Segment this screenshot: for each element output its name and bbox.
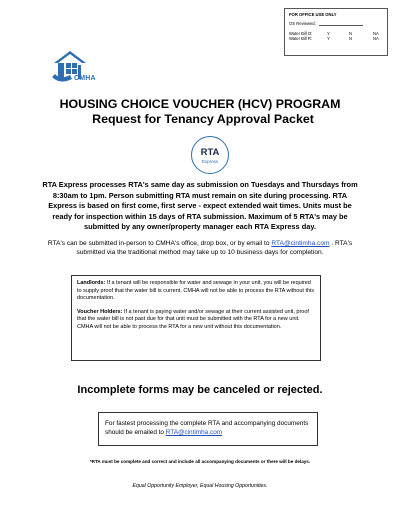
water-bill-o-label: Water Bill O: bbox=[289, 30, 313, 36]
voucher-holders-note bbox=[77, 309, 315, 332]
fastest-processing-text: For fastest processing the complete RTA and accompanying documents should be emailed to bbox=[105, 420, 309, 437]
landlords-text: If a tenant will be responsible for water and sewage in your unit, you will be required to supply proof that the water bill is current. CMHA will not be able to process the RTA without this documentation. bbox=[77, 280, 315, 302]
packet-title: Request for Tenancy Approval Packet bbox=[92, 112, 314, 126]
water-bill-r-n: N bbox=[349, 36, 353, 42]
os-reviewed-line bbox=[319, 21, 363, 26]
os-reviewed-label: OS Reviewed: bbox=[289, 21, 316, 27]
program-title: HOUSING CHOICE VOUCHER (HCV) PROGRAM bbox=[59, 97, 341, 111]
equal-opportunity-footer: Equal Opportunity Employer, Equal Housing Opportunities. bbox=[132, 483, 268, 489]
water-bill-r-label: Water Bill R: bbox=[289, 36, 313, 42]
rta-express-badge bbox=[191, 136, 229, 174]
landlords-note bbox=[77, 280, 315, 303]
water-bill-o-n: N bbox=[349, 30, 353, 36]
rta-badge-main: RTA bbox=[200, 147, 220, 158]
water-bill-info-box bbox=[71, 275, 321, 361]
rta-email-link[interactable]: RTA@cintimha.com bbox=[271, 240, 330, 247]
submission-paragraph bbox=[40, 239, 360, 258]
fastest-processing-email-link[interactable]: RTA@cintimha.com bbox=[165, 429, 223, 437]
water-bill-o-y: Y bbox=[327, 30, 330, 36]
office-use-box bbox=[284, 8, 388, 56]
completeness-note: *RTA must be complete and correct and include all accompanying documents or there will be delays. bbox=[89, 459, 311, 464]
fastest-processing-box bbox=[98, 412, 318, 446]
water-bill-o-na: NA bbox=[373, 30, 379, 36]
office-use-title: FOR OFFICE USE ONLY bbox=[289, 12, 337, 17]
submission-text-after: . RTA's submitted via the traditional method may take up to 10 business days for completion. bbox=[76, 240, 353, 257]
water-bill-r-na: NA bbox=[373, 36, 379, 42]
rta-badge-sub: Express bbox=[201, 159, 219, 164]
water-bill-r-y: Y bbox=[327, 36, 330, 42]
cmha-logo-text: CMHA bbox=[74, 75, 96, 82]
landlords-label: Landlords: bbox=[77, 280, 106, 286]
submission-text-before: RTA's can be submitted in-person to CMHA's office, drop box, or by email to bbox=[47, 240, 272, 247]
water-bill-r-row bbox=[289, 36, 383, 41]
rta-express-paragraph: RTA Express processes RTA's same day as submission on Tuesdays and Thursdays from 8:30am to 1pm. Person submitting RTA must remain on site during processing. RTA Express is based on first come, first serve - expect extended wait times. Units must be ready for inspection within 15 days of RTA submission. Maximum of 5 RTA's may be submitted by any owner/property manager each RTA Express day. bbox=[42, 180, 358, 232]
voucher-holders-label: Voucher Holders: bbox=[77, 308, 123, 315]
incomplete-forms-warning: Incomplete forms may be canceled or rejected. bbox=[77, 384, 323, 396]
voucher-holders-text: If a tenant is paying water and/or sewage at their current assisted unit, proof that the water bill is not past due for that unit must be submitted with the RTA for a new unit. CMHA will not be able to process the RTA for a new unit without this documentation. bbox=[77, 308, 309, 330]
